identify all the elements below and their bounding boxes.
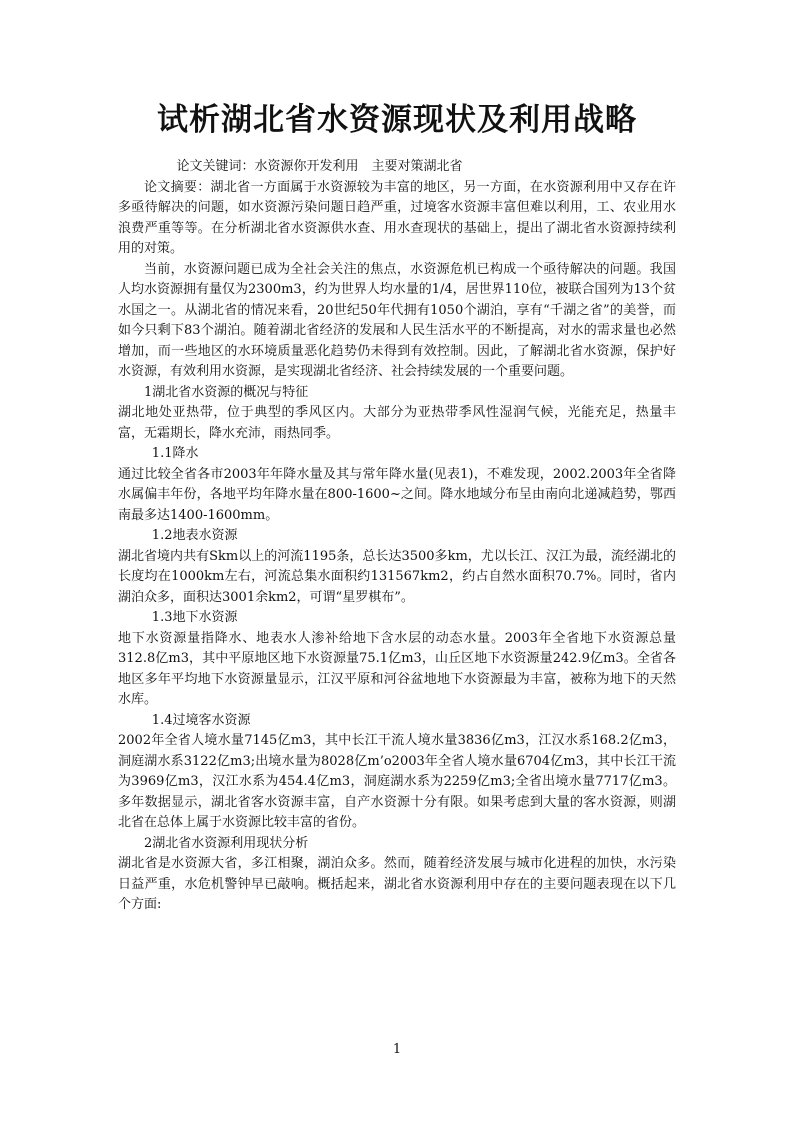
document-body — [118, 157, 676, 916]
section-1-3-paragraph: 地下水资源量指降水、地表水人渗补给地下含水层的动态水量。2003年全省地下水资源总量312.8亿m3，其中平原地区地下水资源量75.1亿m3，山丘区地下水资源量242.9亿m3。全省各地区多年平均地下水资源量显示，江汉平原和河谷盆地地下水资源最为丰富，被称为地下的天然水库。 — [118, 630, 676, 707]
section-1-paragraph: 湖北地处亚热带，位于典型的季风区内。大部分为亚热带季风性湿润气候，光能充足，热量丰富，无霜期长，降水充沛，雨热同季。 — [118, 405, 676, 441]
section-1-1-heading: 1.1降水 — [151, 446, 199, 461]
section-1-heading: 1湖北省水资源的概况与特征 — [144, 384, 309, 400]
intro-paragraph: 当前，水资源问题已成为全社会关注的焦点，水资源危机已构成一个亟待解决的问题。我国人均水资源拥有量仅为2300m3，约为世界人均水量的1/4，居世界110位，被联合国列为13个贫水国之一。从湖北省的情况来看，20世纪50年代拥有1050个湖泊，享有“千湖之省”的美誉，而如今只剩下83个湖泊。随着湖北省经济的发展和人民生活水平的不断提高，对水的需求量也必然增加，而一些地区的水环境质量恶化趋势仍未得到有效控制。因此，了解湖北省水资源，保护好水资源，有效利用水资源，是实现湖北省经济、社会持续发展的一个重要问题。 — [118, 261, 676, 379]
abstract-paragraph: 论文摘要：湖北省一方面属于水资源较为丰富的地区，另一方面，在水资源利用中又存在许多亟待解决的问题，如水资源污染问题日趋严重，过境客水资源丰富但难以利用，工、农业用水浪费严重等等。在分析湖北省水资源供水查、用水查现状的基础上，提出了湖北省水资源持续利用的对策。 — [118, 179, 676, 256]
section-1-4-paragraph: 2002年全省人境水量7145亿m3，其中长江干流人境水量3836亿m3，江汉水系168.2亿m3，洞庭湖水系3122亿m3;出境水量为8028亿m’o2003年全省人境水量6704亿m3，其中长江干流为3969亿m3，汉江水系为454.4亿m3，洞庭湖水系为2259亿m3;全省出境水量7717亿m3。多年数据显示，湖北省客水资源丰富，自产水资源十分有限。如果考虑到大量的客水资源，则湖北省在总体上属于水资源比较丰富的省份。 — [118, 733, 676, 830]
section-1-2-heading: 1.2地表水资源 — [151, 528, 238, 543]
section-1-4-heading: 1.4过境客水资源 — [151, 712, 251, 728]
keywords-line: 论文关键词：水资源你开发利用 主要对策湖北省 — [176, 159, 463, 174]
section-1-2-paragraph: 湖北省境内共有Skm以上的河流1195条，总长达3500多km，尤以长江、汉江为最，流经湖北的长度均在1000km左右，河流总集水面积约131567km2，约占自然水面积70.7%。同时，省内湖泊众多，面积达3001余km2，可谓“星罗棋布”。 — [118, 548, 676, 605]
section-1-3-heading: 1.3地下水资源 — [151, 610, 238, 625]
document-title: 试析湖北省水资源现状及利用战略 — [157, 102, 637, 138]
section-2-paragraph: 湖北省是水资源大省，多江相聚，湖泊众多。然而，随着经济发展与城市化进程的加快，水污染日益严重，水危机警钟早已敲响。概括起来，湖北省水资源利用中存在的主要问题表现在以下几个方面: — [118, 856, 676, 912]
section-2-heading: 2湖北省水资源利用现状分析 — [144, 835, 309, 851]
page-number: 1 — [392, 1042, 402, 1057]
section-1-1-paragraph: 通过比较全省各市2003年年降水量及其与常年降水量(见表1)，不难发现，2002.2003年全省降水属偏丰年份，各地平均年降水量在800-1600~之间。降水地域分布呈由南向北递减趋势，鄂西南最多达1400-1600mm。 — [118, 466, 676, 523]
